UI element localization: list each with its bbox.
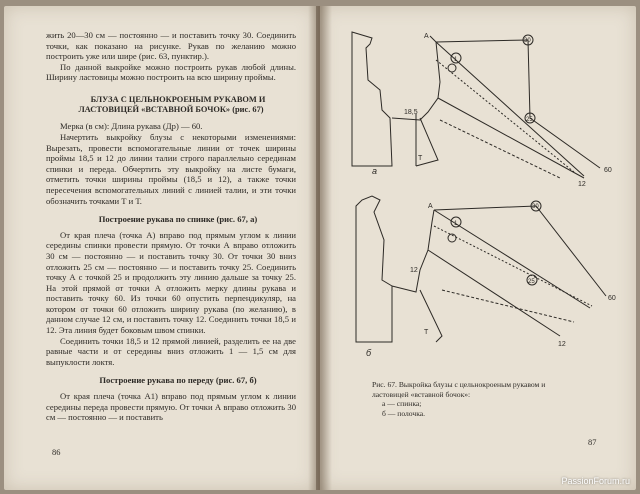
label-a-60: 60	[604, 167, 612, 174]
subsection-title: Построение рукава по спинке (рис. 67, а)	[98, 214, 258, 225]
caption-legend-a: а — спинка;	[382, 399, 422, 409]
label-a-1: 1	[454, 57, 458, 63]
label-b-A: A	[428, 203, 433, 210]
page-number-left: 86	[52, 448, 61, 457]
label-a-25: 25	[526, 117, 533, 123]
label-b-T: T	[424, 329, 429, 336]
label-a-30: 30	[524, 38, 531, 44]
caption-legend-b: б — полочка.	[382, 408, 426, 418]
label-b-12-left: 12	[410, 267, 418, 274]
figure-a-label: а	[372, 166, 378, 176]
figure-b-label: б	[366, 348, 372, 358]
page-number-right: 87	[588, 438, 597, 447]
caption-main: Рис. 67. Выкройка блузы с цельнокроеным рукавом и ластовицей «вставной бочок»:	[372, 380, 546, 399]
section-title: БЛУЗА С ЦЕЛЬНОКРОЕНЫМ РУКАВОМ И ЛАСТОВИЦЕЙ «ВСТАВНОЙ БОЧОК» (рис. 67)	[78, 94, 266, 115]
label-b-12: 12	[558, 341, 566, 348]
label-b-25: 25	[528, 279, 535, 285]
watermark: PassionForum.ru	[561, 476, 630, 486]
paragraph: По данной выкройке можно построить рукав любой длины. Ширину ластовицы можно построить на всю ширину проймы.	[46, 61, 296, 83]
paragraph: Начертить выкройку блузы с некоторыми изменениями: Вырезать, провести вспомогательные линии от точек ширины проймы 18,5 и 12 до линии талии строго параллельно серединам спинки и переда. Обчертить эту выкройку на листе бумаги, отметить точки ширины проймы (18,5 и 12), а также точки пересечения вспомогательных линий с линией талии, и эти точки обозначить точками Т и Т.	[46, 131, 296, 206]
label-b-30: 30	[532, 204, 539, 210]
paragraph: От края плеча (точка А1) вправо под прямым углом к линии середины переда провести прямую. От точки А вправо отложить 30 см — постоянно — и поставить	[46, 391, 296, 423]
label-b-60: 60	[608, 295, 616, 302]
subsection-title: Построение рукава по переду (рис. 67, б)	[99, 375, 257, 386]
paragraph: От края плеча (точка А) вправо под прямым углом к линии середины спинки провести прямую. От точки А вправо отложить 30 см — постоянно — и поставить точку 30. От точки 30 вниз отложить 25 см — постоянно — и поставить точку 25. Соединить точку А с точкой 25 и продолжить эту линию дальше за точку 25. На этой прямой от точки А отложить мерку длины рукава и поставить точку 60. Из точки 60 опустить перпендикуляр, на котором от точки 60 отложить ширину рукава (по желанию), в данном случае 12 см, и поставить точку 12. Соединить точки 18,5 и 12. Эта линия будет боковым швом спинки.	[46, 229, 296, 336]
measure-text: Мерка (в см): Длина рукава (Др) — 60.	[60, 121, 203, 132]
label-b-1: 1	[454, 221, 458, 227]
label-a-18-5: 18,5	[404, 109, 418, 116]
label-a-A: A	[424, 33, 429, 40]
label-a-12: 12	[578, 181, 586, 188]
paragraph: Соединить точки 18,5 и 12 прямой линией, разделить ее на две равные части и от середины вниз отложить 1 — 1,5 см для выпуклости локтя.	[46, 335, 296, 367]
paragraph: жить 20—30 см — постоянно — и поставить точку 30. Соединить точки, как показано на рисунке. Рукав по желанию можно построить уже или шире (рис. 63, пунктир.).	[46, 30, 296, 62]
label-a-T: T	[418, 155, 423, 162]
figure-caption	[372, 380, 572, 418]
